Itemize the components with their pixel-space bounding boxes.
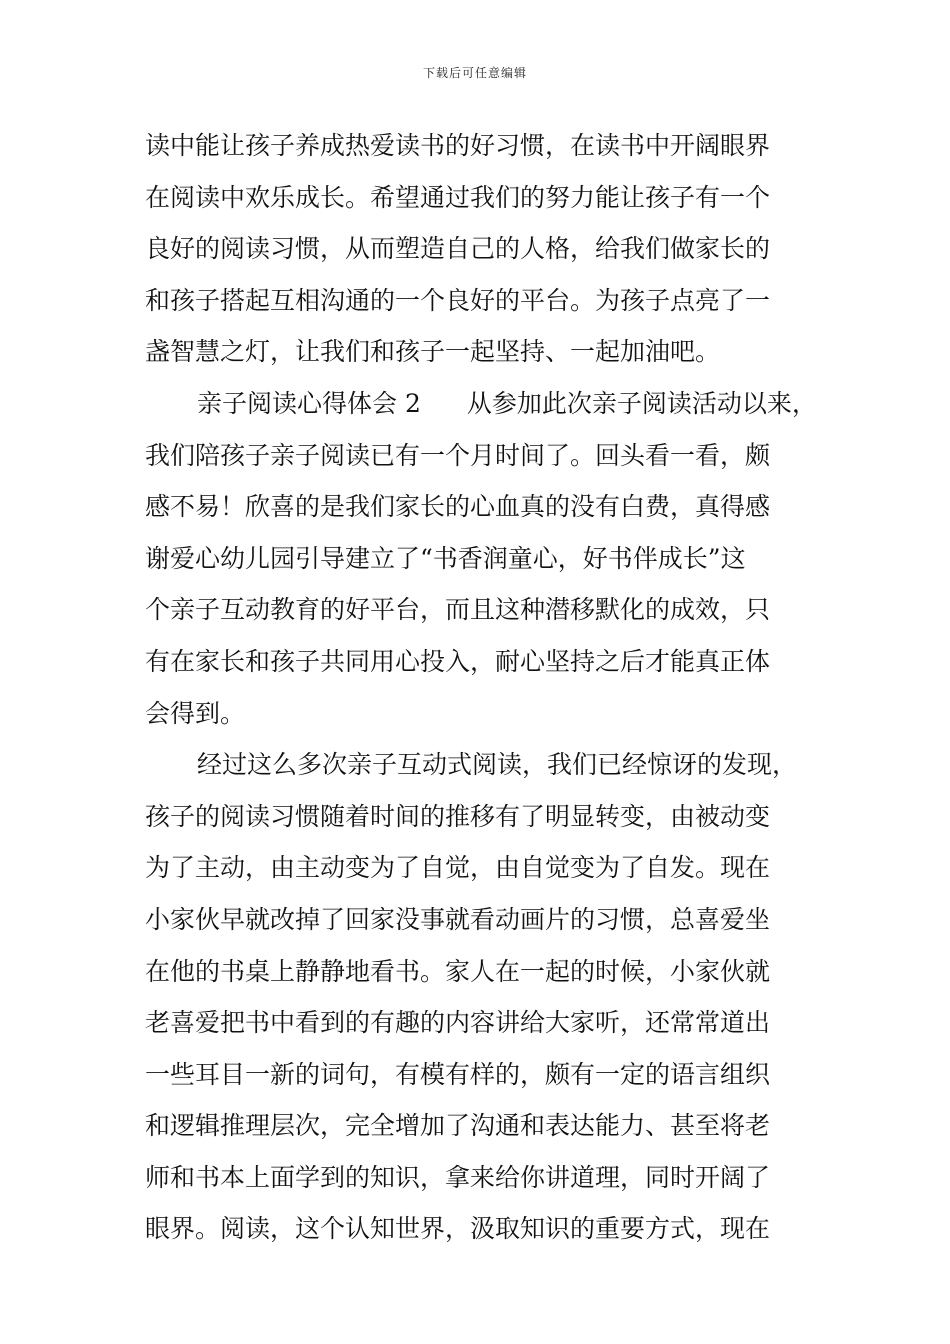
text-line-4: 和孩子搭起互相沟通的一个良好的平台。为孩子点亮了一 [145,285,771,315]
text-line-2: 在阅读中欢乐成长。希望通过我们的努力能让孩子有一个 [145,182,771,212]
page-header: 下载后可任意编辑 [422,66,527,80]
section-heading-line [145,388,817,440]
text-line-22: 眼界。阅读，这个认知世界，汲取知识的重要方式，现在 [145,1214,771,1244]
text-line-10: 个亲子互动教育的好平台，而且这种潜移默化的成效，只 [145,595,771,625]
text-line-5: 盏智慧之灯，让我们和孩子一起坚持、一起加油吧。 [145,337,721,367]
text-line-14: 孩子的阅读习惯随着时间的推移有了明显转变，由被动变 [145,801,771,831]
text-line-12: 会得到。 [145,698,246,728]
text-line-13: 经过这么多次亲子互动式阅读，我们已经惊讶的发现， [197,750,798,780]
text-line-18: 老喜爱把书中看到的有趣的内容讲给大家听，还常常道出 [145,1008,771,1038]
document-body [145,130,817,1265]
text-line-16: 小家伙早就改掉了回家没事就看动画片的习惯，总喜爱坐 [145,904,771,934]
section-heading: 亲子阅读心得体会 2 [197,388,421,418]
text-line-8: 感不易！欣喜的是我们家长的心血真的没有白费，真得感 [145,492,771,522]
text-line-15: 为了主动，由主动变为了自觉，由自觉变为了自发。现在 [145,853,771,883]
text-line-19: 一些耳目一新的词句，有模有样的，颇有一定的语言组织 [145,1059,771,1089]
text-line-21: 师和书本上面学到的知识，拿来给你讲道理，同时开阔了 [145,1162,771,1192]
text-line-17: 在他的书桌上静静地看书。家人在一起的时候，小家伙就 [145,956,771,986]
text-line-3: 良好的阅读习惯，从而塑造自己的人格，给我们做家长的 [145,234,771,264]
text-line-7: 我们陪孩子亲子阅读已有一个月时间了。回头看一看，颇 [145,440,771,470]
text-line-11: 有在家长和孩子共同用心投入，耐心坚持之后才能真正体 [145,646,771,676]
text-line-9: 谢爱心幼儿园引导建立了“书香润童心，好书伴成长”这 [145,543,746,573]
text-line-20: 和逻辑推理层次，完全增加了沟通和表达能力、甚至将老 [145,1111,771,1141]
text-line-1: 读中能让孩子养成热爱读书的好习惯，在读书中开阔眼界 [145,131,771,160]
section-first-line: 从参加此次亲子阅读活动以来， [466,388,817,418]
